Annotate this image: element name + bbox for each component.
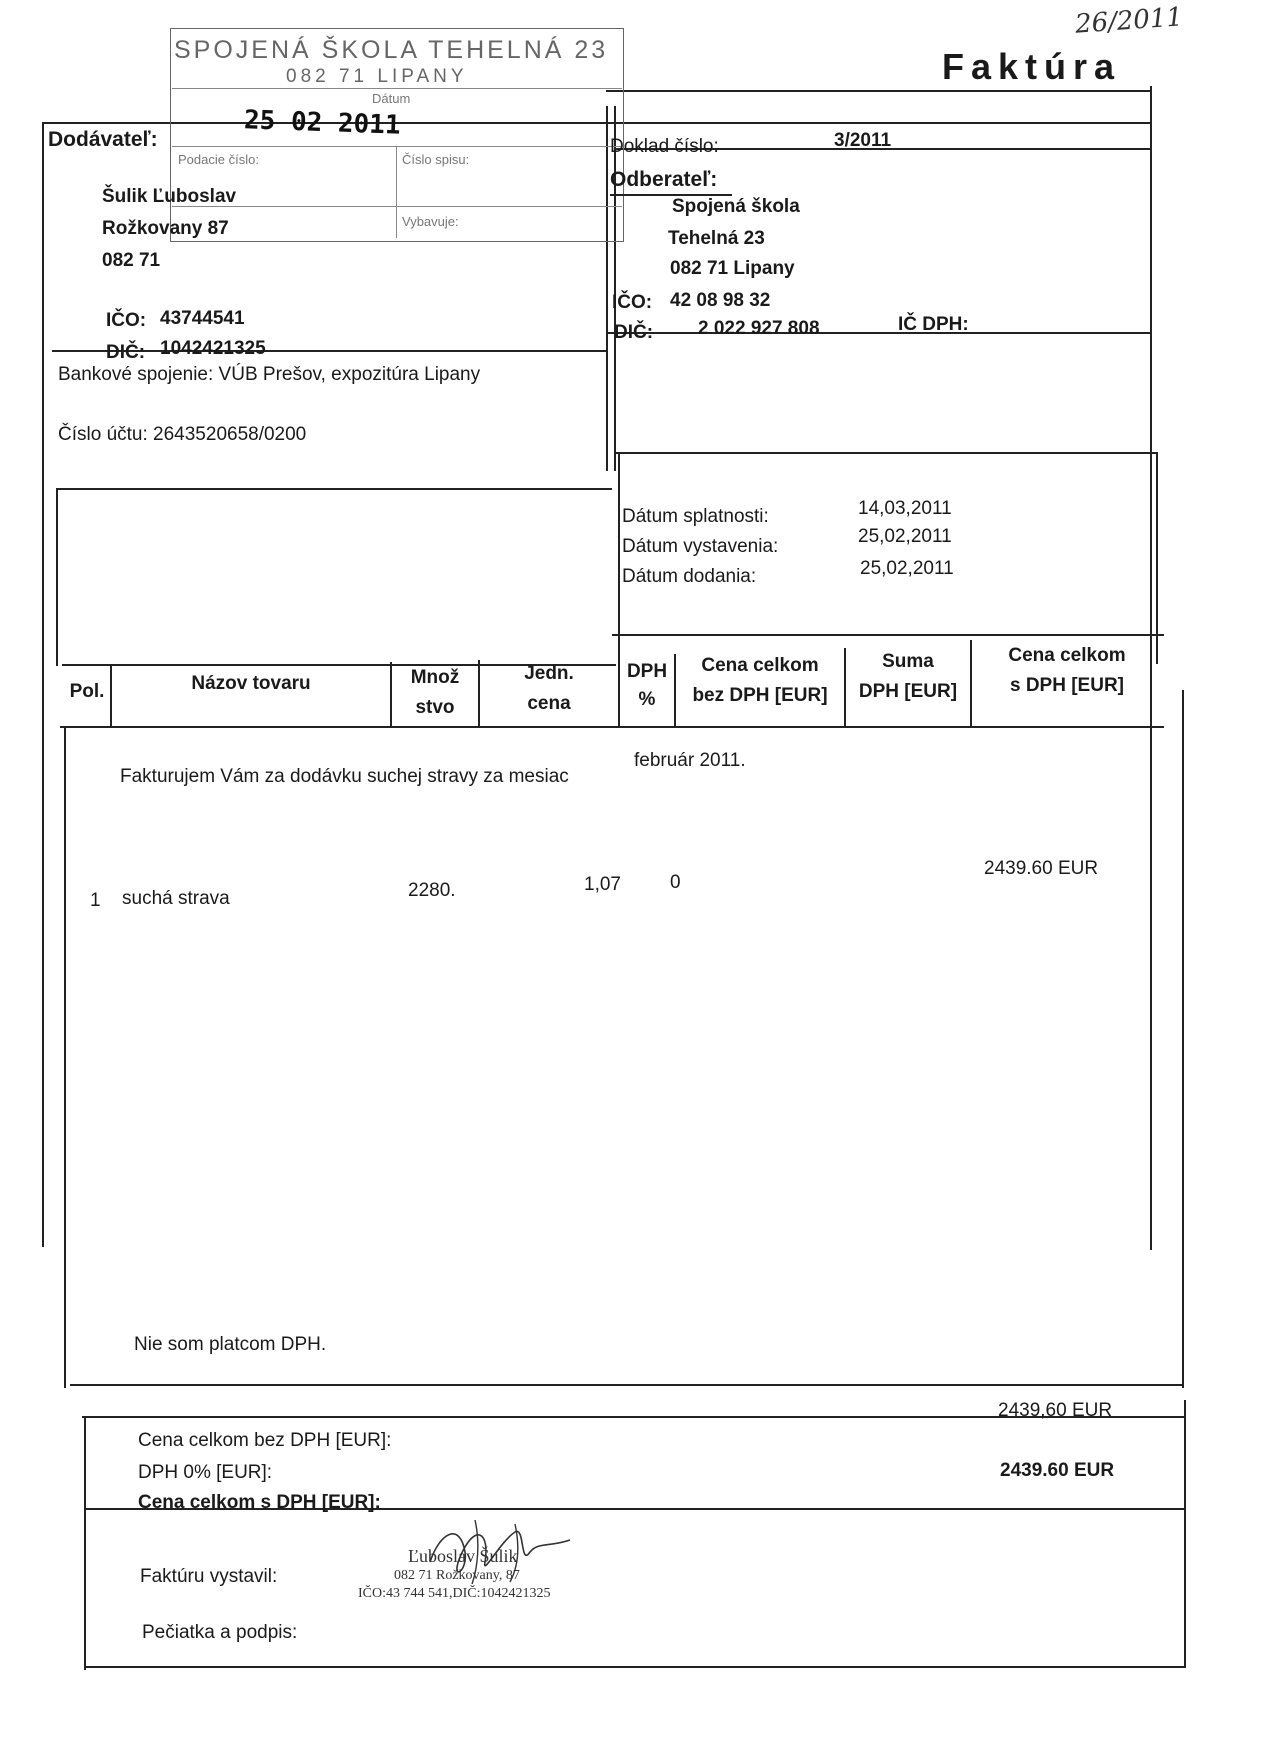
supplier-street: Rožkovany 87 (102, 218, 229, 239)
doc-number-value: 3/2011 (834, 130, 892, 151)
customer-ico-label: IČO: (612, 292, 653, 313)
signature-address: 082 71 Rožkovany, 87 (394, 1568, 520, 1583)
item-qty: 2280. (408, 880, 456, 901)
stamp-field-spis: Číslo spisu: (402, 152, 470, 167)
customer-dic: 2 022 927 808 (698, 318, 820, 339)
th-vatsum-1: Suma (882, 651, 934, 672)
item-pol: 1 (90, 890, 101, 911)
dates-top-line (614, 452, 1158, 454)
supplier-name: Šulik Ľuboslav (102, 186, 237, 207)
supplier-zip: 082 71 (102, 250, 161, 271)
frame-top-right-line (606, 90, 1151, 92)
frame-left-line (42, 122, 44, 1247)
right-inner-line (1156, 452, 1158, 664)
vat-note: Nie som platcom DPH. (134, 1334, 327, 1355)
item-vat: 0 (670, 872, 681, 893)
customer-heading: Odberateľ: (610, 168, 718, 191)
stamp-field-vybavuje: Vybavuje: (402, 214, 459, 229)
due-date-label: Dátum splatnosti: (622, 506, 769, 527)
th-gross-1: Cena celkom (1008, 645, 1126, 666)
th-gross-2: s DPH [EUR] (1009, 675, 1124, 696)
intro-text: Fakturujem Vám za dodávku suchej stravy za mesiac (120, 766, 569, 787)
th-qty-2: stvo (415, 697, 455, 718)
th-qty-1: Množ (410, 667, 460, 688)
delivery-date-label: Dátum dodania: (622, 566, 757, 587)
customer-street: Tehelná 23 (668, 228, 765, 249)
stamp-line-2 (172, 146, 622, 147)
header-top-line (612, 634, 1164, 636)
supplier-dic: 1042421325 (160, 338, 266, 359)
supplier-ico-label: IČO: (106, 310, 147, 331)
stamp-address: 082 71 LIPANY (286, 66, 468, 87)
body-bottom-line (70, 1384, 1184, 1386)
document-title: Faktúra (942, 46, 1122, 87)
footer-bottom-line (86, 1666, 1186, 1668)
th-vat-2: % (638, 689, 656, 710)
bank-bottom-line (56, 488, 612, 490)
stamp-date: 25 02 2011 (243, 105, 402, 141)
issue-date: 25,02,2011 (858, 526, 952, 547)
signature-ids: IČO:43 744 541,DIČ:1042421325 (358, 1586, 551, 1601)
net-total-label: Cena celkom bez DPH [EUR]: (138, 1430, 392, 1451)
customer-city: 082 71 Lipany (670, 258, 795, 279)
supplier-dic-label: DIČ: (106, 342, 146, 363)
totals-right-line (1184, 1400, 1186, 1668)
stamp-sign-label: Pečiatka a podpis: (142, 1622, 298, 1643)
issue-date-label: Dátum vystavenia: (622, 536, 779, 557)
totals-left-line (84, 1416, 86, 1670)
item-name: suchá strava (122, 888, 230, 909)
th-net-2: bez DPH [EUR] (692, 685, 828, 706)
body-left-line (64, 728, 66, 1388)
stamp-field-podacie: Podacie číslo: (178, 152, 259, 167)
handwritten-signature (420, 1512, 580, 1592)
customer-name: Spojená škola (672, 196, 800, 217)
th-pol: Pol. (69, 681, 105, 702)
supplier-heading: Dodávateľ: (48, 128, 158, 151)
item-unit-price: 1,07 (584, 874, 621, 895)
th-unit-1: Jedn. (524, 663, 574, 684)
signature-name: Ľuboslav Šulik (408, 1546, 518, 1566)
issued-by-label: Faktúru vystavil: (140, 1566, 278, 1587)
due-date: 14,03,2011 (858, 498, 952, 519)
header-bottom-line (60, 726, 1164, 728)
stamp-vline (396, 146, 397, 238)
th-unit-2: cena (527, 693, 571, 714)
stamp-header: SPOJENÁ ŠKOLA TEHELNÁ 23 (174, 36, 609, 64)
item-total: 2439.60 EUR (984, 858, 1099, 879)
supplier-account: Číslo účtu: 2643520658/0200 (58, 424, 307, 445)
customer-bottom-line (608, 332, 1152, 334)
body-right-line (1182, 690, 1184, 1388)
delivery-date: 25,02,2011 (860, 558, 954, 579)
customer-icdph-label: IČ DPH: (898, 314, 969, 335)
net-total-value: 2439,60 EUR (998, 1400, 1113, 1421)
gross-total-value: 2439.60 EUR (1000, 1460, 1115, 1481)
divider-vertical-2 (618, 452, 620, 662)
th-vat-1: DPH (626, 661, 668, 682)
handwritten-note: 26/2011 (1074, 2, 1184, 40)
stamp-date-label: Dátum (372, 91, 411, 106)
th-net-1: Cena celkom (701, 655, 819, 676)
intro-text-month: február 2011. (634, 750, 746, 771)
gross-total-label: Cena celkom s DPH [EUR]: (138, 1492, 381, 1513)
doc-number-label: Doklad číslo: (610, 136, 719, 157)
stamp-line-3 (172, 206, 622, 207)
customer-ico: 42 08 98 32 (670, 290, 771, 311)
left-inner-line (56, 488, 58, 666)
vat-total-label: DPH 0% [EUR]: (138, 1462, 273, 1483)
stamp-line-1 (172, 88, 622, 89)
customer-dic-label: DIČ: (614, 322, 654, 343)
supplier-bank: Bankové spojenie: VÚB Prešov, expozitúra Lipany (58, 364, 481, 385)
supplier-ico: 43744541 (160, 308, 245, 329)
th-name: Názov tovaru (191, 673, 311, 694)
th-vatsum-2: DPH [EUR] (858, 681, 958, 702)
